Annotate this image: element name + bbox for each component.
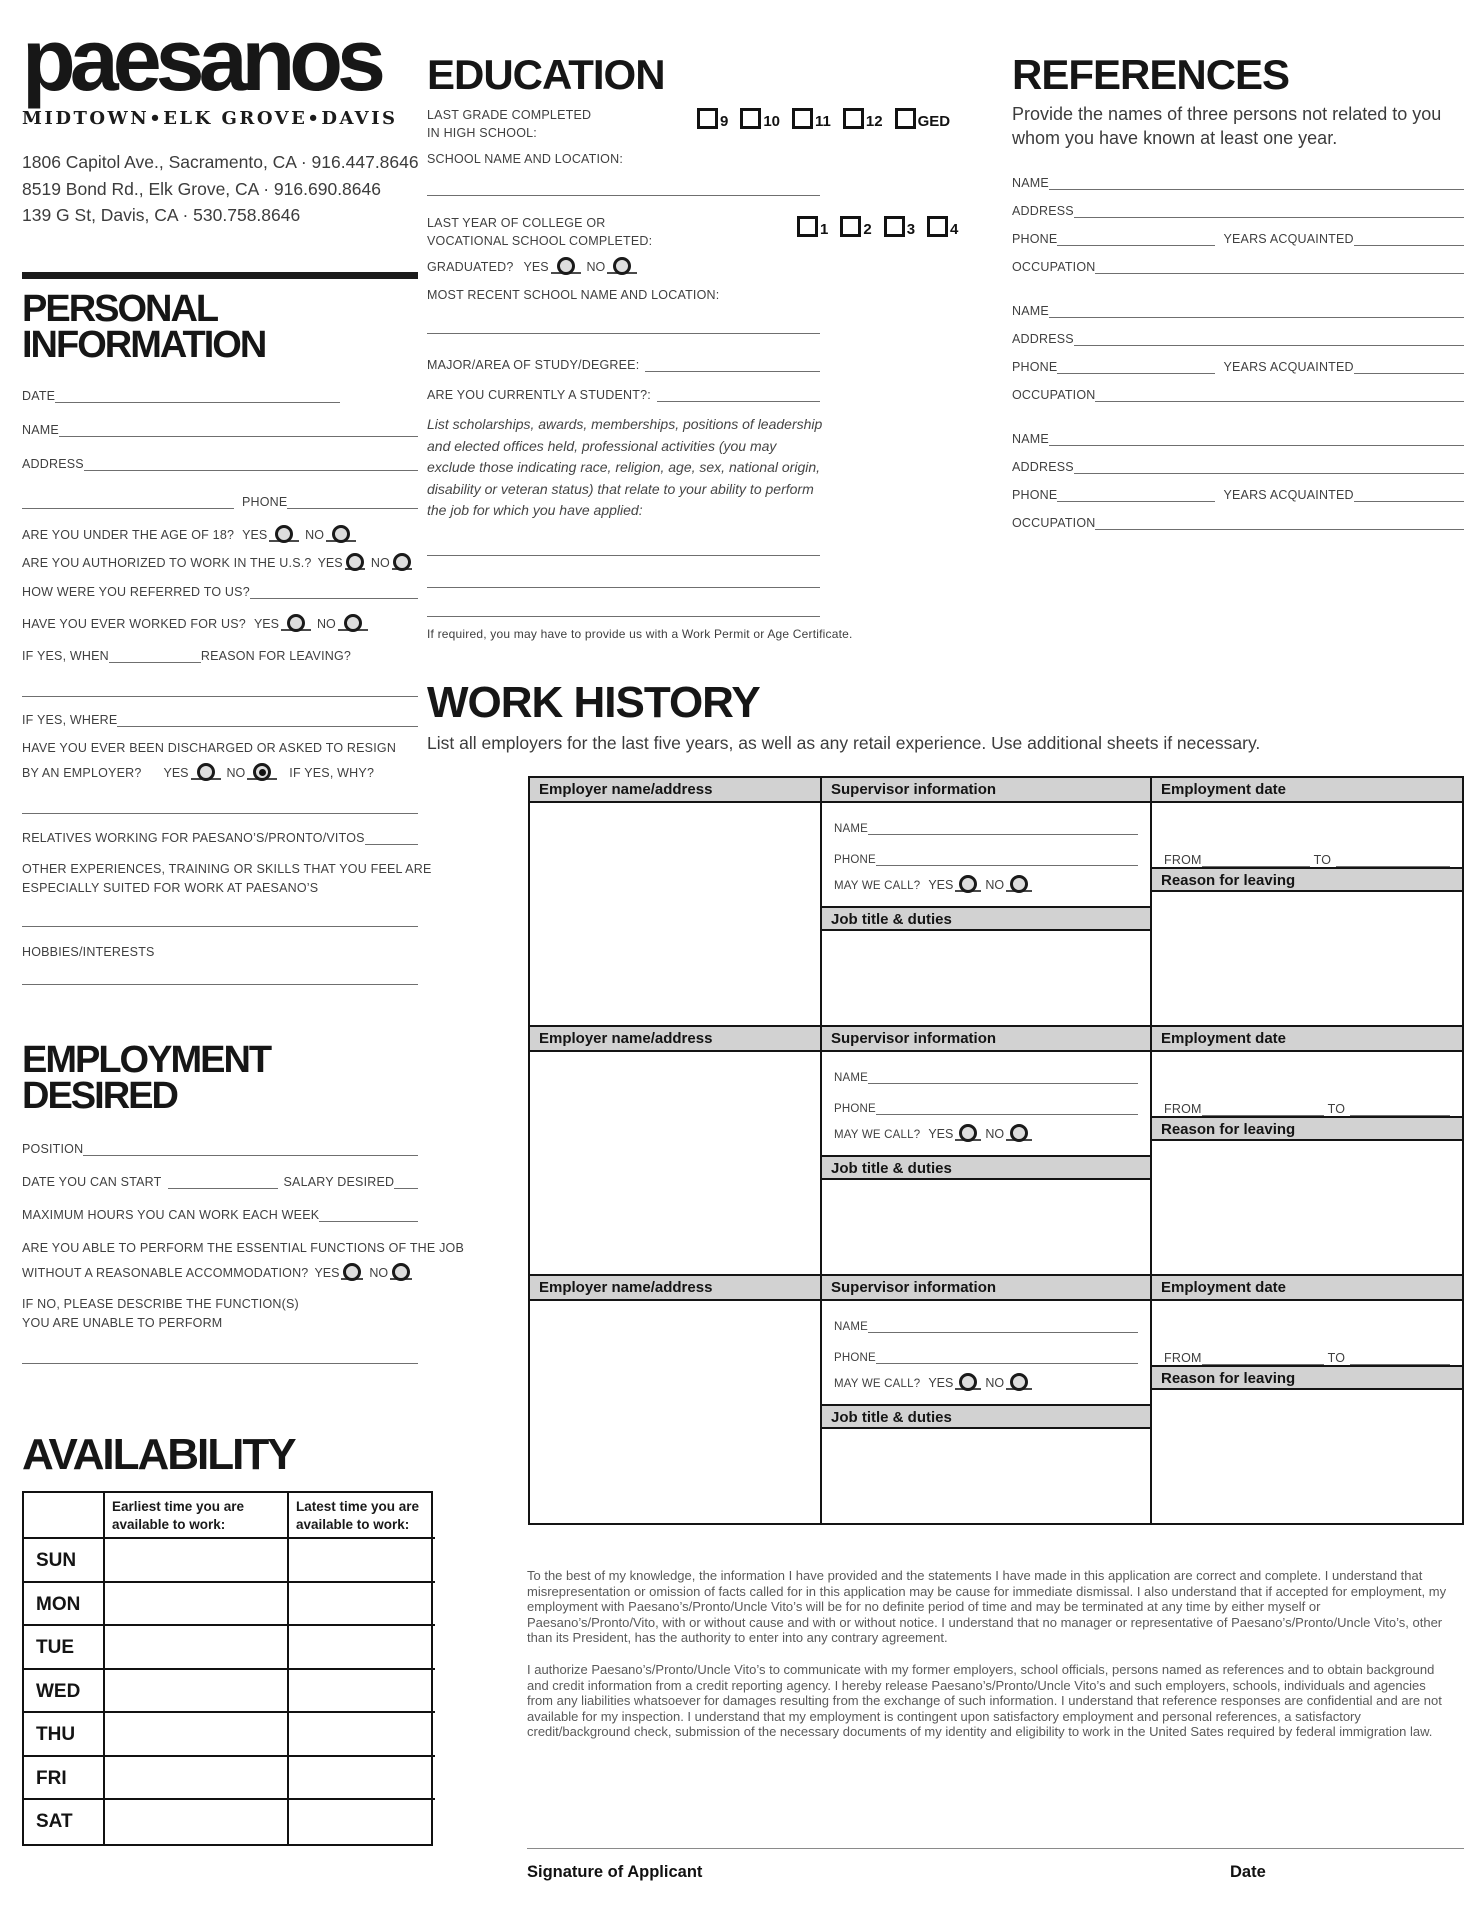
- education-title: EDUCATION: [427, 51, 665, 98]
- no-label: NO: [369, 1266, 389, 1281]
- supervisor-name-label: NAME: [834, 823, 869, 836]
- from-label: FROM: [1164, 853, 1202, 868]
- graduated-no-radio[interactable]: [613, 257, 631, 275]
- references-section: [1012, 51, 1464, 531]
- brand-block: [22, 10, 422, 229]
- from-input-line[interactable]: [1202, 1349, 1324, 1365]
- signature-label[interactable]: Signature of Applicant: [527, 1863, 703, 1881]
- ref-name-label: NAME: [1012, 176, 1049, 191]
- last-grade-row: LAST GRADE COMPLETED IN HIGH SCHOOL: 9 10 11 12 GED: [427, 108, 972, 140]
- worked-yes-radio[interactable]: [287, 614, 305, 632]
- paesanos-logo: paesanos: [22, 10, 380, 109]
- phone-label: PHONE: [242, 495, 288, 510]
- college-2-checkbox[interactable]: [840, 216, 861, 237]
- where-row: [22, 711, 418, 727]
- job-title-header: Job title & duties: [822, 1155, 1150, 1180]
- grade-10-checkbox[interactable]: [740, 108, 761, 129]
- reason-leaving-label: REASON FOR LEAVING?: [200, 649, 352, 664]
- education-section: [427, 51, 987, 641]
- under18-question-row: [22, 522, 418, 542]
- authorized-yes-line: [345, 550, 365, 570]
- salary-label: SALARY DESIRED: [283, 1175, 395, 1190]
- worked-yes-line: [281, 611, 311, 631]
- address2-input-line[interactable]: [22, 493, 234, 509]
- under18-no-line: [326, 522, 356, 542]
- day-label-sat: SAT: [24, 1800, 105, 1844]
- reference-block: [1012, 174, 1464, 274]
- legal-section: [527, 1568, 1447, 1740]
- reason-input-line[interactable]: [22, 695, 418, 697]
- earliest-header: Earliest time you are available to work:: [105, 1493, 289, 1539]
- functions-input-line[interactable]: [22, 1362, 418, 1364]
- fri-latest-cell[interactable]: [289, 1757, 435, 1801]
- discharged-no-radio-selected[interactable]: [253, 763, 271, 781]
- supervisor-header: Supervisor information: [822, 1276, 1150, 1301]
- supervisor-name-line[interactable]: [868, 1068, 1138, 1084]
- corner-cell: [24, 1493, 105, 1539]
- references-intro: Provide the names of three persons not related to you whom you have known at least one year.: [1012, 104, 1442, 149]
- job-title-header: Job title & duties: [822, 1404, 1150, 1429]
- work-permit-note: If required, you may have to provide us with a Work Permit or Age Certificate.: [427, 626, 853, 641]
- start-salary-row: [22, 1173, 418, 1189]
- reason-leaving-header: Reason for leaving: [1152, 1365, 1462, 1390]
- references-title: REFERENCES: [1012, 51, 1290, 98]
- position-input-line[interactable]: [83, 1140, 418, 1156]
- discharged-question-line2: BY AN EMPLOYER? YES NO IF YES, WHY?: [22, 760, 418, 780]
- under18-yes-line: [269, 522, 299, 542]
- ref-address-input-line[interactable]: [1074, 202, 1464, 218]
- essential-functions-block: ARE YOU ABLE TO PERFORM THE ESSENTIAL FUNCTIONS OF THE JOB WITHOUT A REASONABLE ACCOMMODATION? YES NO: [22, 1241, 465, 1281]
- other-experience-block: OTHER EXPERIENCES, TRAINING OR SKILLS THAT YOU FEEL ARE ESPECIALLY SUITED FOR WORK AT PAESANO’S: [22, 862, 432, 896]
- college-year-options: 1 2 3 4: [797, 216, 970, 238]
- employer-cell[interactable]: [530, 803, 820, 1025]
- ref-name-label: NAME: [1012, 304, 1049, 319]
- grade-9-checkbox[interactable]: [697, 108, 718, 129]
- discharged-no-line: [247, 760, 277, 780]
- relatives-input-line[interactable]: [365, 829, 418, 845]
- graduated-yes-radio[interactable]: [557, 257, 575, 275]
- employment-date-header: Employment date: [1152, 1027, 1462, 1052]
- employment-date-header: Employment date: [1152, 1276, 1462, 1301]
- essential-yes-line: [341, 1260, 363, 1280]
- under18-yes-radio[interactable]: [275, 525, 293, 543]
- may-we-call-label: MAY WE CALL?: [834, 1129, 921, 1142]
- ref-address-input-line[interactable]: [1074, 458, 1464, 474]
- day-label-sun: SUN: [24, 1539, 105, 1583]
- supervisor-name-line[interactable]: [868, 1317, 1138, 1333]
- ref-phone-label: PHONE: [1012, 488, 1058, 503]
- where-input-line[interactable]: [117, 711, 418, 727]
- address-row: [22, 455, 418, 471]
- day-label-fri: FRI: [24, 1757, 105, 1801]
- recent-school-input-line[interactable]: [427, 332, 820, 334]
- referred-row: [22, 583, 418, 599]
- ref-phone-label: PHONE: [1012, 360, 1058, 375]
- ref-address-label: ADDRESS: [1012, 332, 1074, 347]
- job-duties-cell[interactable]: [822, 931, 1150, 1025]
- signature-date-label[interactable]: Date: [1230, 1863, 1266, 1881]
- signature-row: [527, 1848, 1464, 1882]
- college-row: LAST YEAR OF COLLEGE OR VOCATIONAL SCHOOL COMPLETED: 1 2 3 4: [427, 216, 987, 248]
- ref-years-input-line[interactable]: [1354, 486, 1464, 502]
- thu-latest-cell[interactable]: [289, 1713, 435, 1757]
- reference-block: [1012, 430, 1464, 530]
- employer-cell[interactable]: [530, 1301, 820, 1523]
- school-name-label: SCHOOL NAME AND LOCATION:: [427, 152, 624, 167]
- graduated-yes-line: [551, 254, 581, 274]
- scholarships-input-line-1[interactable]: [427, 554, 820, 556]
- grade-11-checkbox[interactable]: [792, 108, 813, 129]
- referred-question: HOW WERE YOU REFERRED TO US?: [22, 585, 250, 600]
- discharged-yes-radio[interactable]: [197, 763, 215, 781]
- discharged-question-block: [22, 741, 418, 780]
- address-label: ADDRESS: [22, 457, 84, 472]
- name-input-line[interactable]: [59, 421, 418, 437]
- max-hours-row: [22, 1206, 418, 1222]
- day-label-tue: TUE: [24, 1626, 105, 1670]
- scholarships-input-line-2[interactable]: [427, 586, 820, 588]
- recent-school-label: MOST RECENT SCHOOL NAME AND LOCATION:: [427, 288, 720, 303]
- call-yes-radio[interactable]: [959, 1124, 977, 1142]
- ref-name-input-line[interactable]: [1049, 302, 1464, 318]
- to-input-line[interactable]: [1350, 1100, 1450, 1116]
- employment-date-header: Employment date: [1152, 778, 1462, 803]
- college-1-checkbox[interactable]: [797, 216, 818, 237]
- if-yes-why-label: IF YES, WHY?: [289, 766, 375, 781]
- ref-years-input-line[interactable]: [1354, 358, 1464, 374]
- no-label: NO: [316, 617, 336, 632]
- address-input-line[interactable]: [84, 455, 418, 471]
- tue-latest-cell[interactable]: [289, 1626, 435, 1670]
- ref-occupation-input-line[interactable]: [1095, 386, 1464, 402]
- major-input-line[interactable]: [645, 356, 820, 372]
- work-history-title: WORK HISTORY: [427, 678, 760, 727]
- yes-label: YES: [928, 878, 954, 893]
- salary-input-line[interactable]: [394, 1173, 418, 1189]
- if-yes-where-label: IF YES, WHERE: [22, 713, 118, 728]
- position-label: POSITION: [22, 1142, 84, 1157]
- reason-leaving-cell[interactable]: [1152, 892, 1462, 1025]
- yes-label: YES: [314, 1266, 340, 1281]
- reason-leaving-cell[interactable]: [1152, 1390, 1462, 1523]
- employer-header: Employer name/address: [530, 778, 820, 803]
- when-input-line[interactable]: [109, 647, 201, 663]
- from-label: FROM: [1164, 1102, 1202, 1117]
- supervisor-name-line[interactable]: [868, 819, 1138, 835]
- sun-latest-cell[interactable]: [289, 1539, 435, 1583]
- graduated-row: [427, 254, 987, 274]
- student-label: ARE YOU CURRENTLY A STUDENT?:: [427, 388, 651, 403]
- ref-address-input-line[interactable]: [1074, 330, 1464, 346]
- employment-desired-section: [22, 1039, 465, 1364]
- day-label-wed: WED: [24, 1670, 105, 1714]
- supervisor-phone-label: PHONE: [834, 1352, 876, 1365]
- worked-no-radio[interactable]: [344, 614, 362, 632]
- availability-title: AVAILABILITY: [22, 1430, 295, 1479]
- ref-occupation-label: OCCUPATION: [1012, 260, 1096, 275]
- discharged-yes-line: [191, 760, 221, 780]
- personal-information-section: [22, 288, 432, 985]
- no-label: NO: [985, 1376, 1005, 1391]
- employment-title: EMPLOYMENT DESIRED: [22, 1039, 271, 1117]
- reference-block: [1012, 302, 1464, 402]
- phone-input-line[interactable]: [287, 493, 418, 509]
- ref-occupation-label: OCCUPATION: [1012, 388, 1096, 403]
- if-no-describe-block: IF NO, PLEASE DESCRIBE THE FUNCTION(S) YOU ARE UNABLE TO PERFORM: [22, 1297, 299, 1331]
- major-row: [427, 356, 820, 372]
- job-duties-cell[interactable]: [822, 1429, 1150, 1523]
- ref-address-label: ADDRESS: [1012, 204, 1074, 219]
- latest-header: Latest time you are available to work:: [289, 1493, 435, 1539]
- max-hours-label: MAXIMUM HOURS YOU CAN WORK EACH WEEK: [22, 1208, 320, 1223]
- yes-label: YES: [163, 766, 189, 781]
- scholarships-note: List scholarships, awards, memberships, positions of leadership and elected offices held, professional activities (you may exclude those indicating race, religion, age, sex, national origin, disability or veteran status) that relate to your ability to perform the job for which you have applied:: [427, 416, 823, 519]
- authorized-yes-radio[interactable]: [346, 553, 364, 571]
- no-label: NO: [370, 556, 390, 571]
- ref-phone-input-line[interactable]: [1057, 358, 1215, 374]
- college-4-checkbox[interactable]: [927, 216, 948, 237]
- graduated-no-line: [607, 254, 637, 274]
- reason-leaving-header: Reason for leaving: [1152, 1116, 1462, 1141]
- job-title-header: Job title & duties: [822, 906, 1150, 931]
- legal-paragraph-2: I authorize Paesano’s/Pronto/Uncle Vito’s to communicate with my former employers, school officials, persons named as references and to obtain background and credit information from a credit reporting agency. I hereby release Paesano’s/Pronto/Uncle Vito’s and such employers, schools, individuals and agencies from any liabilities whatsoever for damages resulting from the exchange of such information. I understand that reference responses are confidential and are not available for my inspection. I understand that my employment is contingent upon satisfactory employment and personal references, a satisfactory credit/background check, submission of the necessary documents of my identity and eligibility to work in the United Sates required by federal immigration law.: [527, 1661, 1442, 1740]
- discharged-why-input-line[interactable]: [22, 812, 418, 814]
- ref-years-label: YEARS ACQUAINTED: [1223, 488, 1354, 503]
- ref-years-input-line[interactable]: [1354, 230, 1464, 246]
- call-yes-radio[interactable]: [959, 1373, 977, 1391]
- sun-earliest-cell[interactable]: [105, 1539, 289, 1583]
- supervisor-phone-line[interactable]: [876, 1099, 1138, 1115]
- hobbies-input-line[interactable]: [22, 983, 418, 985]
- call-no-radio[interactable]: [1010, 875, 1028, 893]
- date-input-line[interactable]: [55, 387, 340, 403]
- college-3-checkbox[interactable]: [884, 216, 905, 237]
- supervisor-header: Supervisor information: [822, 1027, 1150, 1052]
- ref-name-input-line[interactable]: [1049, 430, 1464, 446]
- availability-table: [22, 1491, 433, 1846]
- yes-label: YES: [317, 556, 343, 571]
- address-line: 139 G St, Davis, CA · 530.758.8646: [22, 205, 301, 225]
- scholarships-input-line-3[interactable]: [427, 615, 820, 617]
- employer-cell[interactable]: [530, 1052, 820, 1274]
- no-label: NO: [985, 1127, 1005, 1142]
- essential-no-line: [390, 1260, 412, 1280]
- ref-occupation-input-line[interactable]: [1095, 258, 1464, 274]
- employer-header: Employer name/address: [530, 1027, 820, 1052]
- supervisor-header: Supervisor information: [822, 778, 1150, 803]
- name-label: NAME: [22, 423, 59, 438]
- relatives-row: [22, 829, 418, 845]
- max-hours-input-line[interactable]: [319, 1206, 418, 1222]
- under18-question: ARE YOU UNDER THE AGE OF 18?: [22, 528, 235, 543]
- student-row: [427, 386, 820, 402]
- name-row: [22, 421, 418, 437]
- work-history-block: [530, 1274, 1462, 1523]
- essential-no-radio[interactable]: [392, 1263, 410, 1281]
- sat-earliest-cell[interactable]: [105, 1800, 289, 1844]
- work-history-block: [530, 778, 1462, 1025]
- authorized-no-line: [392, 550, 412, 570]
- employer-header: Employer name/address: [530, 1276, 820, 1301]
- wed-latest-cell[interactable]: [289, 1670, 435, 1714]
- personal-title: PERSONAL INFORMATION: [22, 288, 266, 366]
- job-duties-cell[interactable]: [822, 1180, 1150, 1274]
- brand-addresses: [22, 149, 422, 229]
- if-yes-when-label: IF YES, WHEN: [22, 649, 109, 664]
- ref-years-label: YEARS ACQUAINTED: [1223, 360, 1354, 375]
- date-row: [22, 387, 418, 403]
- when-reason-row: [22, 647, 418, 663]
- call-yes-radio[interactable]: [959, 875, 977, 893]
- other-experience-input-line[interactable]: [22, 925, 418, 927]
- referred-input-line[interactable]: [250, 583, 418, 599]
- no-label: NO: [226, 766, 246, 781]
- ref-name-label: NAME: [1012, 432, 1049, 447]
- work-history-block: [530, 1025, 1462, 1274]
- yes-label: YES: [523, 260, 549, 275]
- grade-12-checkbox[interactable]: [843, 108, 864, 129]
- section-divider: [22, 272, 418, 279]
- brand-tagline: MIDTOWN•ELK GROVE•DAVIS: [22, 108, 398, 129]
- worked-no-line: [338, 611, 368, 631]
- to-label: TO: [1327, 1351, 1346, 1366]
- ref-phone-input-line[interactable]: [1057, 486, 1215, 502]
- supervisor-phone-label: PHONE: [834, 854, 876, 867]
- worked-question-row: [22, 611, 418, 631]
- may-we-call-label: MAY WE CALL?: [834, 1378, 921, 1391]
- from-input-line[interactable]: [1202, 1100, 1324, 1116]
- ref-phone-input-line[interactable]: [1057, 230, 1215, 246]
- supervisor-phone-line[interactable]: [876, 1348, 1138, 1364]
- yes-label: YES: [928, 1127, 954, 1142]
- school-name-input-line[interactable]: [427, 194, 820, 196]
- day-label-mon: MON: [24, 1583, 105, 1627]
- reason-leaving-cell[interactable]: [1152, 1141, 1462, 1274]
- from-label: FROM: [1164, 1351, 1202, 1366]
- to-label: TO: [1327, 1102, 1346, 1117]
- to-input-line[interactable]: [1350, 1349, 1450, 1365]
- ref-occupation-label: OCCUPATION: [1012, 516, 1096, 531]
- authorized-question-row: [22, 550, 418, 570]
- mon-latest-cell[interactable]: [289, 1583, 435, 1627]
- day-label-thu: THU: [24, 1713, 105, 1757]
- date-label: DATE: [22, 389, 56, 404]
- thu-earliest-cell[interactable]: [105, 1713, 289, 1757]
- legal-paragraph-1: To the best of my knowledge, the information I have provided and the statements I have made in this application are correct and complete. I understand that misrepresentation or omission of facts called for in this application may be cause for immediate dismissal. I also understand that if accepted for employment, my employment with Paesano’s/Pronto/Uncle Vito’s will be for no definite period of time and may be terminated at any time by either myself or Paesano’s/Pronto/Vito, with or without cause and with or without notice. I understand that no manager or representative of Paesano’s/Pronto/Uncle Vito’s, other than its President, has the authority to enter into any contrary agreement.: [527, 1568, 1447, 1646]
- ref-phone-label: PHONE: [1012, 232, 1058, 247]
- to-input-line[interactable]: [1336, 851, 1450, 867]
- relatives-label: RELATIVES WORKING FOR PAESANO’S/PRONTO/VITOS: [22, 831, 365, 846]
- call-no-radio[interactable]: [1010, 1373, 1028, 1391]
- from-input-line[interactable]: [1202, 851, 1310, 867]
- work-history-section: [427, 678, 1464, 1525]
- wed-earliest-cell[interactable]: [105, 1670, 289, 1714]
- start-input-line[interactable]: [168, 1173, 278, 1189]
- worked-question: HAVE YOU EVER WORKED FOR US?: [22, 617, 246, 632]
- start-label: DATE YOU CAN START: [22, 1175, 162, 1190]
- ref-occupation-input-line[interactable]: [1095, 514, 1464, 530]
- supervisor-phone-line[interactable]: [876, 850, 1138, 866]
- ged-checkbox[interactable]: [895, 108, 916, 129]
- sat-latest-cell[interactable]: [289, 1800, 435, 1844]
- to-label: TO: [1313, 853, 1332, 868]
- tue-earliest-cell[interactable]: [105, 1626, 289, 1670]
- authorized-question: ARE YOU AUTHORIZED TO WORK IN THE U.S.?: [22, 556, 312, 571]
- fri-earliest-cell[interactable]: [105, 1757, 289, 1801]
- yes-label: YES: [253, 617, 279, 632]
- work-history-subtitle: List all employers for the last five years, as well as any retail experience. Use additional sheets if necessary.: [427, 733, 1261, 754]
- yes-label: YES: [928, 1376, 954, 1391]
- essential-yes-radio[interactable]: [343, 1263, 361, 1281]
- address-line: 8519 Bond Rd., Elk Grove, CA · 916.690.8646: [22, 178, 381, 199]
- hs-grade-options: 9 10 11 12 GED: [697, 108, 962, 130]
- supervisor-phone-label: PHONE: [834, 1103, 876, 1116]
- work-history-table: [528, 776, 1464, 1525]
- major-label: MAJOR/AREA OF STUDY/DEGREE:: [427, 358, 640, 373]
- under18-no-radio[interactable]: [332, 525, 350, 543]
- availability-section: [22, 1430, 437, 1846]
- yes-label: YES: [242, 528, 268, 543]
- discharged-question-line1: HAVE YOU EVER BEEN DISCHARGED OR ASKED TO RESIGN: [22, 741, 397, 756]
- ref-name-input-line[interactable]: [1049, 174, 1464, 190]
- mon-earliest-cell[interactable]: [105, 1583, 289, 1627]
- graduated-label: GRADUATED?: [427, 260, 514, 275]
- supervisor-name-label: NAME: [834, 1072, 869, 1085]
- no-label: NO: [985, 878, 1005, 893]
- no-label: NO: [586, 260, 606, 275]
- no-label: NO: [305, 528, 324, 543]
- ref-address-label: ADDRESS: [1012, 460, 1074, 475]
- reason-leaving-header: Reason for leaving: [1152, 867, 1462, 892]
- student-input-line[interactable]: [657, 386, 820, 402]
- supervisor-name-label: NAME: [834, 1321, 869, 1334]
- call-no-radio[interactable]: [1010, 1124, 1028, 1142]
- ref-years-label: YEARS ACQUAINTED: [1223, 232, 1354, 247]
- address-line: 1806 Capitol Ave., Sacramento, CA · 916.447.8646: [22, 152, 419, 172]
- position-row: [22, 1140, 418, 1156]
- authorized-no-radio[interactable]: [393, 553, 411, 571]
- hobbies-label: HOBBIES/INTERESTS: [22, 945, 155, 960]
- address2-phone-row: [22, 493, 418, 509]
- may-we-call-label: MAY WE CALL?: [834, 880, 921, 893]
